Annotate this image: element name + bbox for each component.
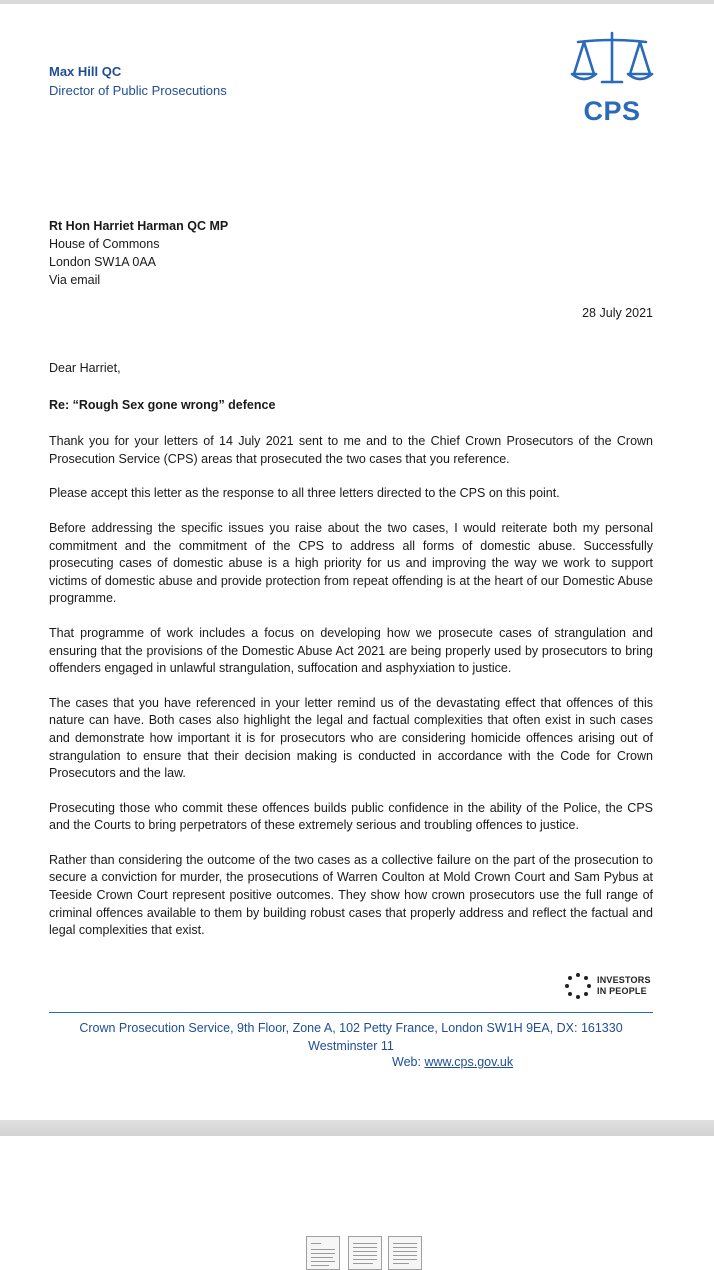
page-thumbnail-3[interactable] <box>388 1236 422 1270</box>
thumb-line <box>353 1263 373 1264</box>
thumb-line <box>311 1243 321 1244</box>
sender-name: Max Hill QC <box>49 64 122 79</box>
footer-divider <box>49 1012 653 1013</box>
thumb-line <box>353 1255 377 1256</box>
recipient-block <box>49 217 228 289</box>
body-paragraph: Thank you for your letters of 14 July 2021 sent to me and to the Chief Crown Prosecutors of the Crown Prosecution Service (CPS) areas that prosecuted the two cases that you reference. <box>49 434 653 466</box>
body-paragraph: That programme of work includes a focus on developing how we prosecute cases of strangulation and ensuring that the provisions of the Domestic Abuse Act 2021 are being properly used by prosecutors to bring offenders engaged in unlawful strangulation, suffocation and asphyxiation to justice. <box>49 625 653 676</box>
scales-of-justice-icon <box>568 30 656 96</box>
thumb-line <box>393 1243 417 1244</box>
thumb-line <box>311 1265 329 1266</box>
cps-logo <box>568 30 656 130</box>
footer-address-line2: Westminster 11 <box>308 1039 394 1053</box>
letter-date: 28 July 2021 <box>582 306 653 320</box>
investors-in-people-icon <box>564 972 592 1000</box>
recipient-line: Via email <box>49 273 101 287</box>
thumb-line <box>311 1249 335 1250</box>
body-paragraph: Rather than considering the outcome of the two cases as a collective failure on the part of the prosecution to secure a conviction for murder, the prosecutions of Warren Coulton at Mold Crown Court and Sam Pybus at Teeside Crown Court represent positive outcomes. They show how crown prosecutors use the full range of criminal offences available to them by building robust cases that properly address and reflect the factual and legal complexities that exist. <box>49 852 653 938</box>
sender-block <box>49 62 227 100</box>
letter-body <box>49 360 653 957</box>
body-paragraph: Please accept this letter as the response to all three letters directed to the CPS on this point. <box>49 486 560 501</box>
sender-title: Director of Public Prosecutions <box>49 83 227 98</box>
thumb-line <box>393 1259 417 1260</box>
web-label: Web: <box>392 1055 421 1069</box>
investors-text <box>597 975 651 997</box>
logo-text: CPS <box>583 96 641 126</box>
subject-line: Re: “Rough Sex gone wrong” defence <box>49 397 276 412</box>
page-thumbnail-2[interactable] <box>348 1236 382 1270</box>
thumb-line <box>353 1259 377 1260</box>
recipient-name: Rt Hon Harriet Harman QC MP <box>49 219 229 233</box>
footer-web <box>392 1055 513 1069</box>
thumb-line <box>311 1261 335 1262</box>
thumb-line <box>393 1251 417 1252</box>
investors-line2: IN PEOPLE <box>597 986 647 996</box>
body-paragraph: Prosecuting those who commit these offences builds public confidence in the ability of the Police, the CPS and the Courts to bring perpetrators of these extremely serious and troubling offences to justice. <box>49 800 653 833</box>
thumb-line <box>393 1263 409 1264</box>
investors-line1: INVESTORS <box>597 975 651 985</box>
thumb-line <box>353 1247 377 1248</box>
web-link[interactable]: www.cps.gov.uk <box>424 1055 514 1069</box>
body-paragraph: Before addressing the specific issues you raise about the two cases, I would reiterate both my personal commitment and the commitment of the CPS to address all forms of domestic abuse. Successfully prosecuting cases of domestic abuse is a high priority for us and improving the way we work to support victims of domestic abuse and provide protection from repeat offending is at the heart of our Domestic Abuse programme. <box>49 520 653 606</box>
thumb-line <box>353 1251 377 1252</box>
page-separator <box>0 1120 714 1136</box>
thumb-line <box>311 1253 335 1254</box>
footer-address-line1: Crown Prosecution Service, 9th Floor, Zone A, 102 Petty France, London SW1H 9EA, DX: 161330 <box>79 1021 623 1035</box>
recipient-line: London SW1A 0AA <box>49 255 157 269</box>
thumb-line <box>353 1243 377 1244</box>
recipient-line: House of Commons <box>49 237 160 251</box>
footer-address <box>49 1019 653 1055</box>
thumb-line <box>393 1247 417 1248</box>
investors-in-people-logo <box>564 972 664 1002</box>
thumb-line <box>311 1257 333 1258</box>
body-paragraph: The cases that you have referenced in your letter remind us of the devastating effect that offences of this nature can have. Both cases also highlight the legal and factual complexities that often exist in such cases and demonstrate how important it is for prosecutors who are considering homicide offences arising out of strangulation to ensure that their decision making is conducted in accordance with the Code for Crown Prosecutors and the law. <box>49 695 653 781</box>
thumb-line <box>393 1255 417 1256</box>
page-thumbnail-1[interactable] <box>306 1236 340 1270</box>
salutation: Dear Harriet, <box>49 361 121 375</box>
